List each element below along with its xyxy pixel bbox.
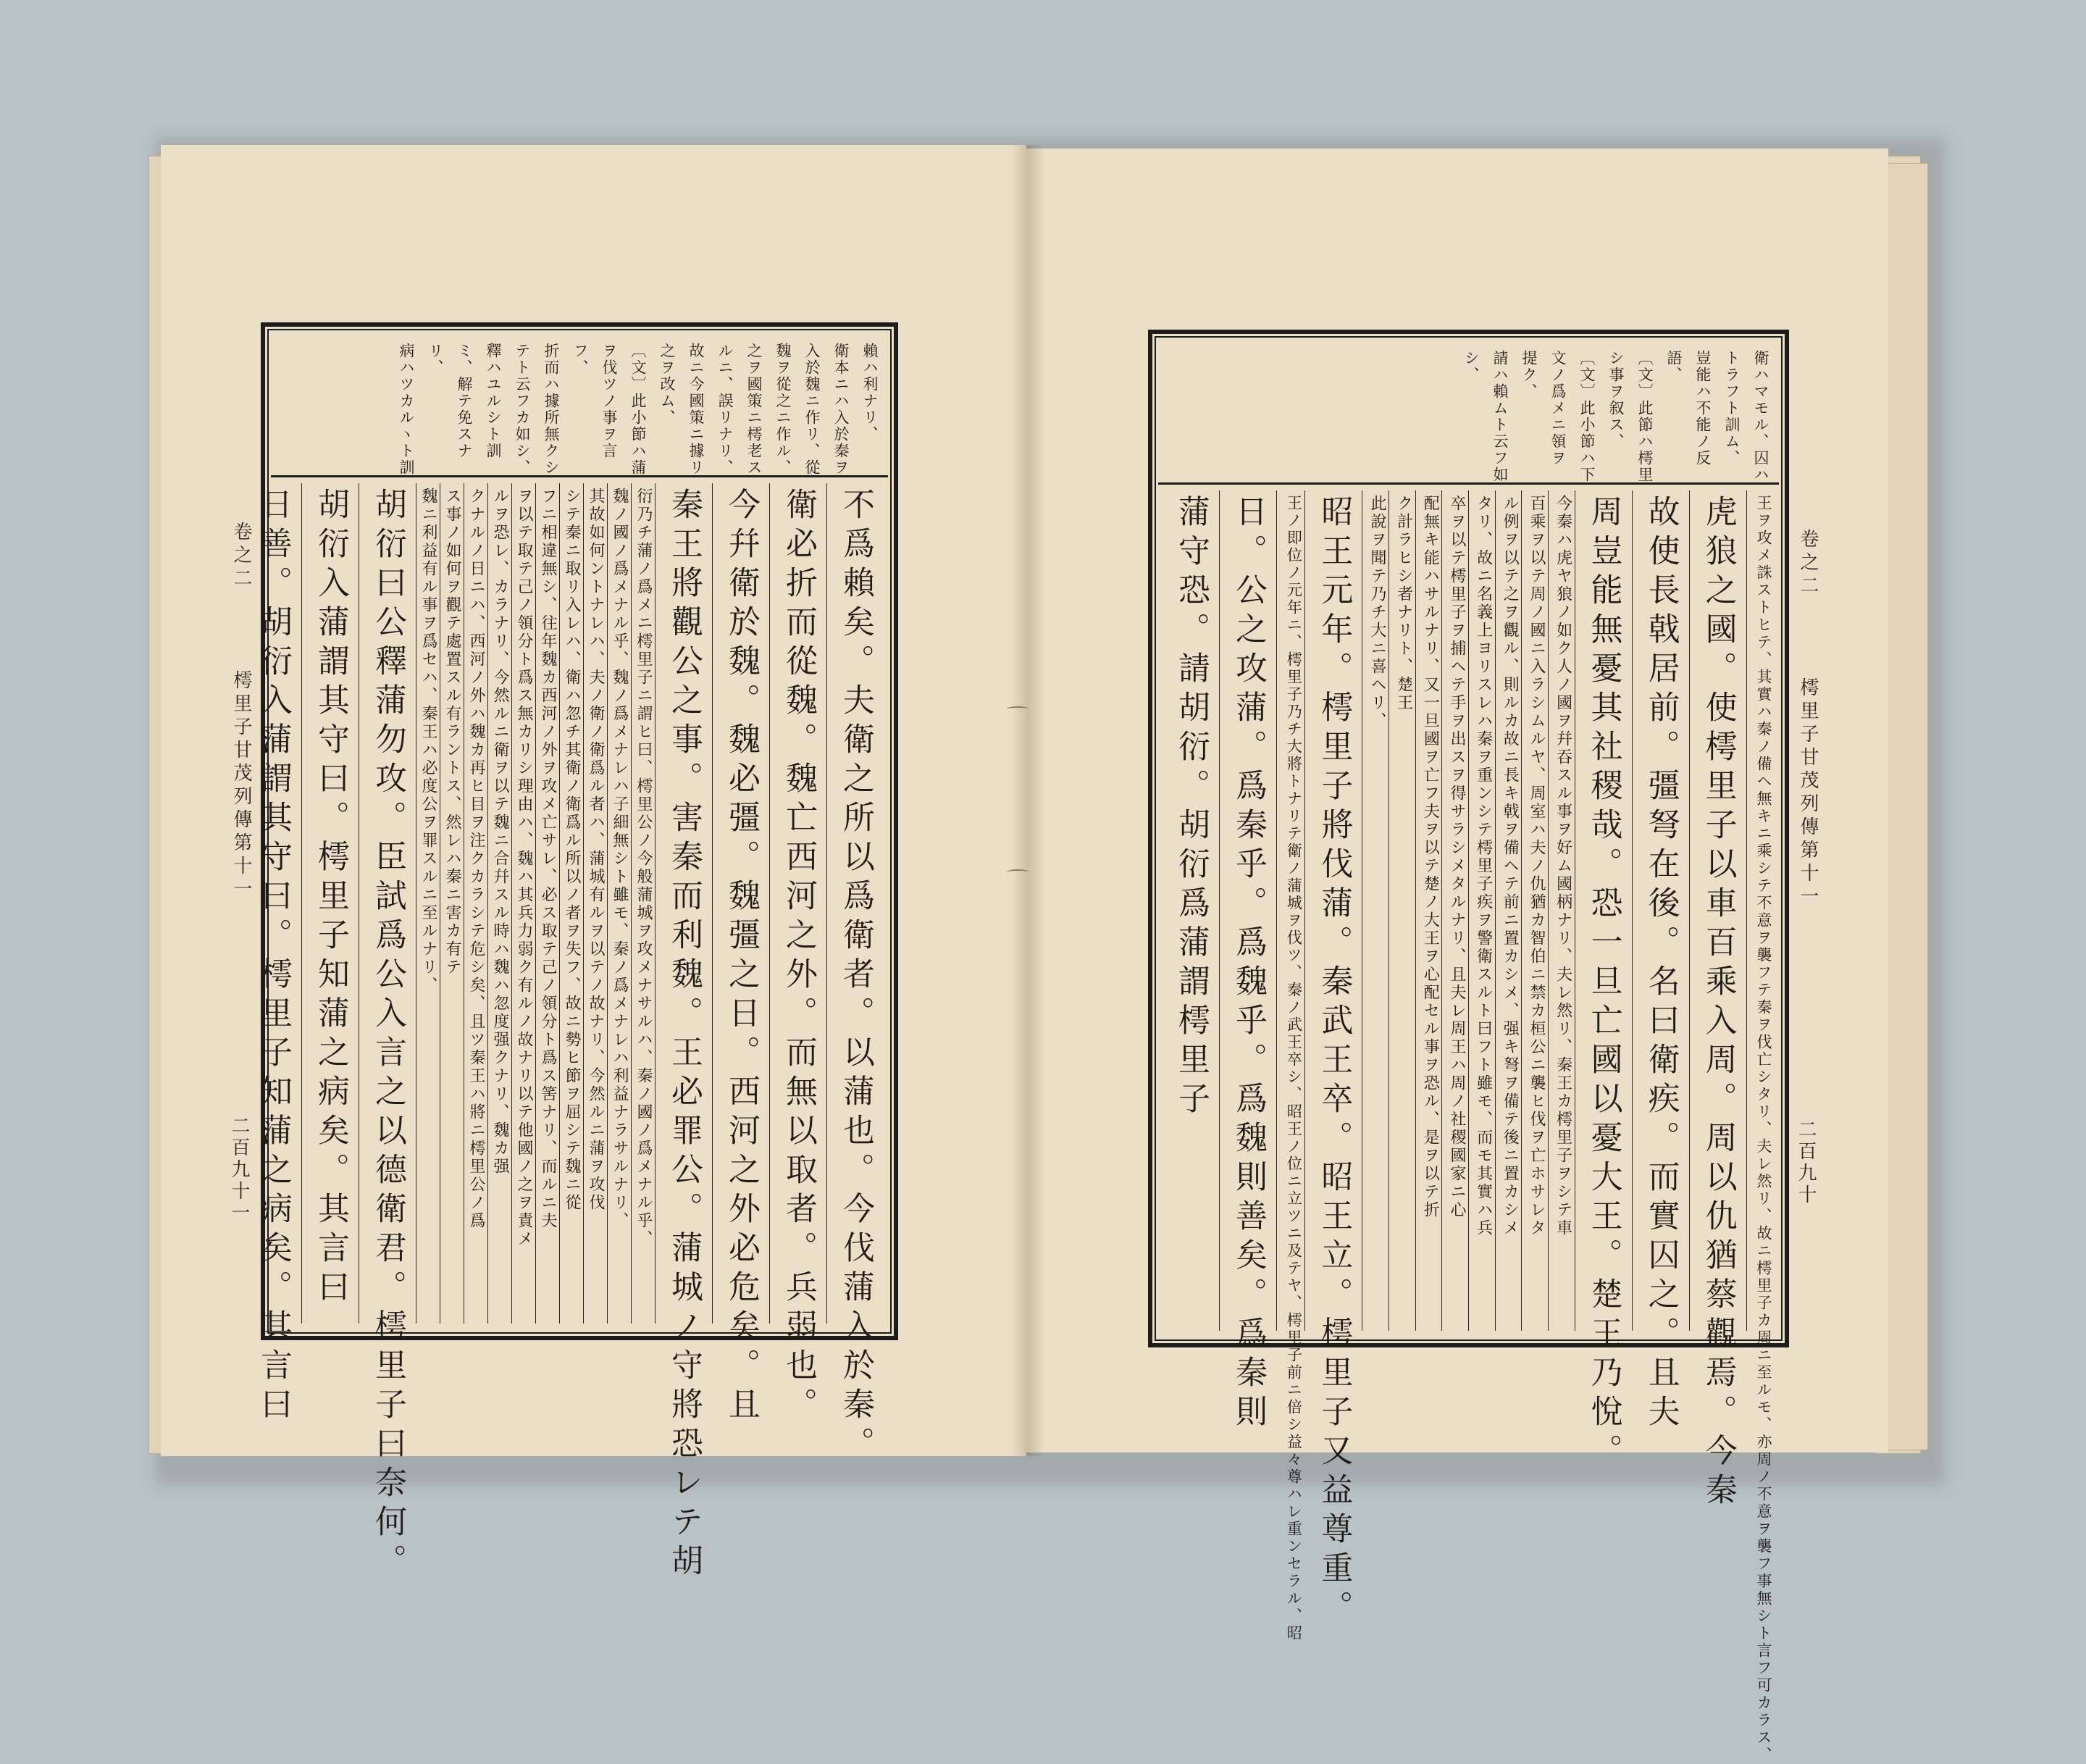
headnote-line: ヲ伐ツノ事ヲ言: [600, 343, 618, 459]
binding-stitch: [1007, 706, 1029, 712]
right-running-title: 樗里子甘茂列傳第十一: [1797, 677, 1819, 909]
commentary-column: フニ相違無シ、往年魏カ西河ノ外ヲ攻メ亡サレ、必ス取テ己ノ領分ト爲ス筈ナリ、而ルニ夫: [535, 483, 559, 1324]
commentary-column: 衍乃チ蒲ノ爲メニ樗里子ニ謂ヒ曰、樗里公ノ今般蒲城ヲ攻メナサルハ、秦ノ國ノ爲メナル乎、: [631, 483, 655, 1324]
headnote-line: 之ヲ改ム、: [658, 343, 676, 426]
left-running-title: 樗里子甘茂列傳第十一: [230, 670, 252, 902]
right-running-head: 卷之二: [1797, 529, 1819, 598]
left-main-text: [255, 477, 888, 1583]
headnote-line: シ事ヲ叙ス、: [1607, 350, 1625, 450]
commentary-column-pair: [1746, 490, 1775, 1764]
headnote-line: 衛ハマモル、囚ハ: [1752, 350, 1769, 483]
headnote-line: 〔文〕此小節ハ蒲: [629, 343, 647, 476]
commentary-column: ス事ノ如何ヲ觀テ處置スル有ラントス、然レハ秦ニ害カ有テ: [440, 483, 464, 1324]
main-text-column: 今幷衛於魏。魏必彊。魏彊之日。西河之外必危矣。且: [712, 483, 769, 1324]
headnote-line: 入於魏ニ作リ、從: [803, 343, 821, 476]
left-page-number: 二百九十一: [228, 1116, 250, 1224]
headnote-line: リ、: [427, 343, 444, 376]
headnote-line: 〔文〕此節ハ樗里: [1636, 350, 1654, 483]
headnote-line: 之ヲ國策ニ樗老ス: [745, 343, 763, 476]
main-text-column: 昭王元年。樗里子將伐蒲。秦武王卒。昭王立。樗里子又益尊重。: [1304, 490, 1362, 1331]
headnote-line: 豈能ハ不能ノ反: [1694, 350, 1712, 467]
commentary-column: 今秦ハ虎ヤ狼ノ如ク人ノ國ヲ幷吞スル事ヲ好ム國柄ナリ、夫レ然リ、秦王カ樗里子ヲシテ車: [1548, 490, 1575, 1331]
commentary-column: 配無キ能ハサルナリ、又一旦國ヲ亡フ夫ヲ以テ楚ノ大王ヲ心配セル事ヲ恐ル、是ヲ以テ折: [1415, 490, 1442, 1331]
commentary-column: ル例ヲ以テ之ヲ觀ル、則ルカ故ニ長キ戟ヲ備ヘテ前ニ置カシメ、强キ弩ヲ備テ後ニ置カシメ: [1495, 490, 1522, 1331]
commentary-column: ヲ以テ取テ己ノ領分ト爲ス無カリシ理由ハ、魏ハ其兵力弱ク有ルノ故ナリ以テ他國ノ之ヲ責メ: [511, 483, 535, 1324]
commentary-column: 魏ノ國ノ爲メナル乎、魏ノ爲メナレハ子細無シト雖モ、秦ノ爲メナレハ利益ナラサルナリ、: [607, 483, 631, 1324]
binding-stitch: [1007, 869, 1029, 875]
left-text-frame: [255, 322, 898, 1583]
headnote-line: 請ハ賴ムト云フ如: [1491, 350, 1509, 483]
commentary-column: ルヲ恐レ、カラナリ、今然ルニ衛ヲ以テ魏ニ合幷スル時ハ魏ハ忽度强クナリ、魏カ强: [487, 483, 511, 1324]
headnote-line: フ、: [571, 343, 589, 376]
headnote-line: 釋ハユルシト訓: [485, 343, 502, 459]
right-headnotes: [1158, 340, 1779, 485]
commentary-line: 王ノ即位ノ元年ニ、樗里子乃チ大將トナリテ衛ノ蒲城ヲ伐ツ、: [1285, 495, 1303, 982]
main-text-column: 胡衍入蒲謂其守曰。樗里子知蒲之病矣。其言曰: [301, 483, 359, 1324]
commentary-column: 魏ニ利益有ル事ヲ爲セハ、秦王ハ必度公ヲ罪スルニ至ルナリ、: [416, 483, 440, 1324]
main-text-column: 周豈能無憂其社稷哉。恐一旦亡國以憂大王。楚王乃悅。: [1575, 490, 1632, 1331]
main-text-column: 故使長戟居前。彊弩在後。名曰衛疾。而實囚之。且夫: [1632, 490, 1689, 1331]
headnote-line: 語、: [1665, 350, 1683, 383]
commentary-column: 其故如何ントナレハ、夫ノ衛ノ衛爲ル者ハ、蒲城有ルヲ以テノ故ナリ、今然ルニ蒲ヲ攻伐: [583, 483, 607, 1324]
main-text-column: 胡衍曰公釋蒲勿攻。臣試爲公入言之以德衛君。樗里子曰奈何。: [359, 483, 416, 1324]
main-text-column: 虎狼之國。使樗里子以車百乘入周。周以仇猶蔡觀焉。今秦: [1689, 490, 1746, 1331]
right-main-text: [1158, 485, 1779, 1764]
headnote-line: 故ニ今國策ニ據リ: [687, 343, 705, 476]
commentary-column: 百乘ヲ以テ周ノ國ニ入ラシムルヤ、周室ハ夫ノ仇猶カ智伯ニ禁カ桓公ニ襲ヒ伐ヲ亡ホサレタ: [1521, 490, 1548, 1331]
headnote-line: ミ、解テ免スナ: [456, 343, 473, 459]
main-text-column: 蒲守恐。請胡衍。胡衍爲蒲謂樗里子: [1172, 495, 1210, 1121]
right-text-frame: [1148, 330, 1789, 1764]
commentary-column: タリ、故ニ名義上ヨリスレハ秦ヲ重ンシテ樗里子疾ヲ警衛スルト曰フト雖モ、而モ其實ハ兵: [1468, 490, 1495, 1331]
headnote-line: テト云フカ如シ、: [514, 343, 531, 476]
headnote-line: トラフト訓ム、: [1723, 350, 1741, 467]
main-text-column: 不爲賴矣。夫衛之所以爲衛者。以蒲也。今伐蒲入於秦。: [826, 483, 884, 1324]
headnote-line: 賴ハ利ナリ、: [861, 343, 879, 443]
commentary-column: ク計ラヒシ者ナリト、楚王: [1388, 490, 1415, 1331]
commentary-column-pair: [1276, 490, 1304, 1642]
headnote-line: 衛本ニハ入於秦ヲ: [832, 343, 850, 476]
headnote-line: 折而ハ據所無クシ: [543, 343, 560, 476]
right-page-number: 二百九十: [1795, 1119, 1817, 1206]
headnote-line: ルニ、誤リナリ、: [716, 343, 734, 476]
main-text-column: 秦王將觀公之事。害秦而利魏。王必罪公。蒲城ノ守將恐レテ胡: [655, 483, 712, 1324]
main-text-column: 衛必折而從魏。魏亡西河之外。而無以取者。兵弱也。: [769, 483, 826, 1324]
headnote-line: 提ク、: [1520, 350, 1538, 400]
commentary-line: 王ヲ攻メ誅ストヒテ、其實ハ秦ノ備ヘ無キニ乘シテ不意ヲ襲フテ秦ヲ伐亡シタリ、: [1755, 495, 1772, 1138]
headnote-line: 病ハツカルヽト訓: [398, 343, 415, 476]
headnote-line: 〔文〕此小節ハ下: [1578, 350, 1596, 483]
commentary-column: シテ秦ニ取リ入レハ、衛ハ忽チ其衛ノ衛爲ル所以ノ者ヲ失フ、故ニ勢ヒ節ヲ屈シテ魏ニ從: [559, 483, 583, 1324]
commentary-line: 夫レ然リ、故ニ樗里子カ周ニ至ルモ、亦周ノ不意ヲ襲フ事無シト言フ可カラス、: [1755, 1138, 1772, 1764]
book-gutter: [1012, 145, 1044, 1456]
headnote-line: 文ノ爲メニ領ヲ: [1549, 350, 1567, 467]
commentary-column: 卒ヲ以テ樗里子ヲ捕ヘテ手ヲ出スヲ得サラシメタルナリ、且夫レ周王ハ周ノ社稷國家ニ心: [1441, 490, 1468, 1331]
main-text-column: 日善。胡衍入蒲謂其守曰。樗里子知蒲之病矣。其言曰: [255, 488, 292, 1426]
left-running-head: 卷之二: [230, 522, 252, 591]
main-text-column: 日。公之攻蒲。爲秦乎。爲魏乎。爲魏則善矣。爲秦則: [1219, 490, 1276, 1331]
headnote-line: 魏ヲ從之ニ作ル、: [774, 343, 792, 476]
headnote-line: シ、: [1462, 350, 1480, 383]
commentary-column: 此說ヲ聞テ乃チ大ニ喜ヘリ、: [1362, 490, 1388, 1331]
left-headnotes: [271, 333, 888, 477]
page-edges: [1883, 163, 1928, 1450]
commentary-line: 秦ノ武王卒シ、昭王ノ位ニ立ツニ及テヤ、樗里子前ニ倍シ益々尊ハレ重ンセラル、昭: [1285, 982, 1303, 1642]
commentary-column: クナルノ日ニハ、西河ノ外ハ魏カ再ヒ目ヲ注クカラシテ危シ矣、且ツ秦王ハ將ニ樗里公ノ爲: [464, 483, 487, 1324]
